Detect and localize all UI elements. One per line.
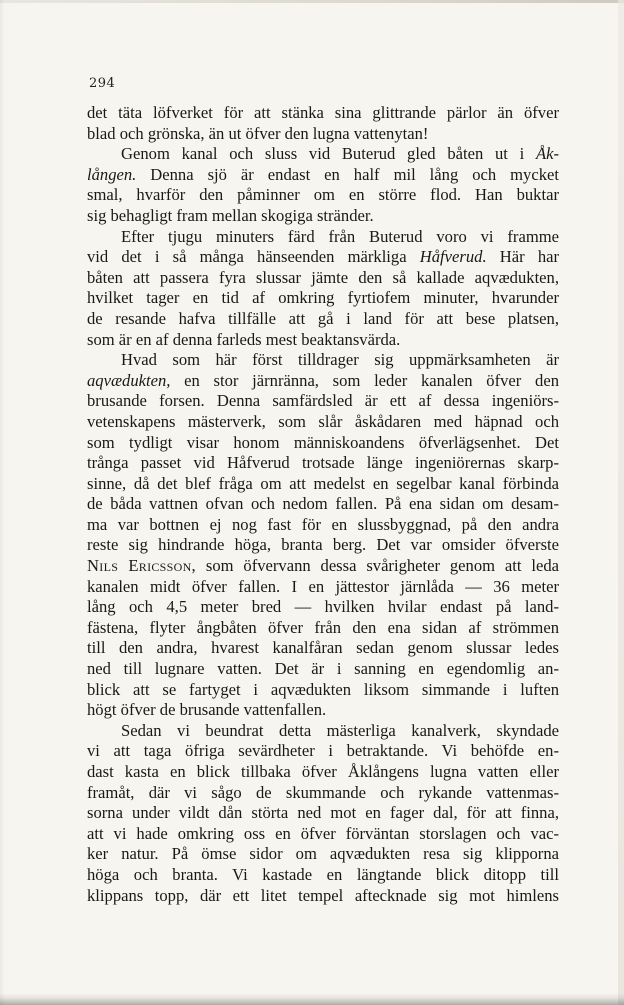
- line-text: brusande forsen. Denna samfärdsled är ett af dessa ingeniörs-: [87, 391, 559, 411]
- text-line: [87, 144, 559, 165]
- text-line: [87, 535, 559, 556]
- line-text: de båda vattnen ofvan och nedom fallen. På ena sidan om desam-: [87, 494, 559, 514]
- line-text: kanalen midt öfver fallen. I en jättestor järnlåda — 36 meter: [87, 576, 559, 596]
- text-line: [87, 700, 559, 721]
- line-text: smal, hvarför den påminner om en större flod. Han buktar: [87, 185, 559, 205]
- text-line: [87, 288, 559, 309]
- line-text: en stor järnränna, som leder kanalen öfver den: [170, 370, 559, 390]
- text-line: [87, 124, 559, 145]
- line-text: som öfvervann dessa svårigheter genom att leda: [196, 556, 559, 576]
- text-line: [87, 638, 559, 659]
- scan-edge-left: [0, 0, 5, 1005]
- text-line: [87, 268, 559, 289]
- text-line: [87, 185, 559, 206]
- line-text: Efter tjugu minuters färd från Buterud voro vi framme: [121, 226, 559, 246]
- text-line: [87, 371, 559, 392]
- text-line: [87, 556, 559, 577]
- text-line: [87, 741, 559, 762]
- text-line: [87, 433, 559, 454]
- text-line: [87, 453, 559, 474]
- text-line: [87, 350, 559, 371]
- scan-edge-top: [0, 0, 624, 3]
- scan-edge-bottom: [0, 993, 624, 1005]
- text-line: [87, 762, 559, 783]
- italic-term: lången.: [87, 164, 137, 184]
- line-text: blick att se fartyget i aqvædukten liksom simmande i luften: [87, 679, 559, 699]
- line-text: trånga passet vid Håfverud trotsade länge ingeniörernas skarp-: [87, 453, 559, 473]
- text-line: [87, 391, 559, 412]
- text-line: [87, 783, 559, 804]
- line-text: vetenskapens mästerverk, som slår åskådaren med häpnad och: [87, 411, 559, 431]
- page-number: 294: [89, 76, 116, 91]
- text-line: [87, 618, 559, 639]
- line-text: som är en af denna farleds mest beaktansvärda.: [87, 329, 401, 349]
- scan-edge-right: [618, 0, 624, 1005]
- line-text: Hvad som här först tilldrager sig uppmärksamheten är: [121, 350, 559, 370]
- line-text: högt öfver de brusande vattenfallen.: [87, 700, 327, 720]
- line-text: båten att passera fyra slussar jämte den så kallade aqvædukten,: [87, 267, 559, 287]
- line-text: framåt, där vi sågo de skummande och rykande vattenmas-: [87, 782, 559, 802]
- text-line: [87, 844, 559, 865]
- line-text: Sedan vi beundrat detta mästerliga kanalverk, skyndade: [121, 720, 559, 740]
- text-line: [87, 886, 559, 907]
- line-text: sig behagligt fram mellan skogiga stränder.: [87, 205, 374, 225]
- text-line: [87, 165, 559, 186]
- text-line: [87, 206, 559, 227]
- line-text: Genom kanal och sluss vid Buterud gled båten ut i: [121, 144, 536, 164]
- text-line: [87, 721, 559, 742]
- text-line: [87, 577, 559, 598]
- line-text: klippans topp, där ett litet tempel aftecknade sig mot himlens: [87, 885, 559, 905]
- italic-term: Håfverud.: [419, 247, 487, 267]
- text-line: [87, 824, 559, 845]
- line-text: blad och grönska, än ut öfver den lugna vattenytan!: [87, 123, 429, 143]
- text-line: [87, 680, 559, 701]
- line-text: Denna sjö är endast en half mil lång och mycket: [136, 164, 559, 184]
- small-caps-name: Nils Ericsson,: [87, 556, 197, 576]
- line-text: att vi hade omkring oss en öfver förväntan storslagen och vac-: [87, 823, 559, 843]
- line-text: ned till lugnare vatten. Det är i sanning en egendomlig an-: [87, 659, 559, 679]
- text-line: [87, 597, 559, 618]
- line-text-tail: Här har: [486, 247, 559, 267]
- line-text: som tydligt visar honom människoandens öfverlägsenhet. Det: [87, 432, 559, 452]
- line-text: höga och branta. Vi kastade en längtande blick ditopp till: [87, 864, 559, 884]
- text-line: [87, 494, 559, 515]
- line-text: sorna under vildt dån störta ned mot en fager dal, för att finna,: [87, 803, 559, 823]
- line-text: vid det i så många hänseenden märkliga: [87, 247, 420, 267]
- text-line: [87, 227, 559, 248]
- line-text: ma var bottnen ej nog fast för en slussbyggnad, på den andra: [87, 514, 559, 534]
- line-text: lång och 4,5 meter bred — hvilken hvilar endast på land-: [87, 597, 559, 617]
- text-line: [87, 474, 559, 495]
- italic-term: aqvædukten,: [87, 370, 171, 390]
- text-line: [87, 247, 559, 268]
- body-text: [87, 103, 559, 906]
- text-line: [87, 803, 559, 824]
- line-text: dast kasta en blick tillbaka öfver Åklångens lugna vatten eller: [87, 762, 559, 781]
- text-line: [87, 103, 559, 124]
- line-text: reste sig hindrande höga, branta berg. Det var omsider öfverste: [87, 535, 559, 555]
- text-line: [87, 330, 559, 351]
- text-line: [87, 412, 559, 433]
- line-text: fästena, flyter ångbåten öfver från den ena sidan af strömmen: [87, 617, 559, 637]
- line-text: vi att taga öfriga sevärdheter i betraktande. Vi behöfde en-: [87, 741, 559, 761]
- italic-term: Åk-: [535, 144, 559, 164]
- text-line: [87, 865, 559, 886]
- line-text: ker natur. På ömse sidor om aqvædukten resa sig klipporna: [87, 844, 559, 864]
- text-line: [87, 659, 559, 680]
- line-text: de resande hafva tillfälle att gå i land för att bese platsen,: [87, 308, 559, 328]
- line-text: till den andra, hvarest kanalfåran sedan genom slussar ledes: [87, 638, 559, 658]
- line-text: sinne, då det blef fråga om att medelst en segelbar kanal förbinda: [87, 473, 559, 493]
- text-line: [87, 515, 559, 536]
- line-text: det täta löfverket för att stänka sina glittrande pärlor än öfver: [87, 103, 559, 122]
- line-text: hvilket tager en tid af omkring fyrtiofem minuter, hvarunder: [87, 288, 559, 308]
- text-line: [87, 309, 559, 330]
